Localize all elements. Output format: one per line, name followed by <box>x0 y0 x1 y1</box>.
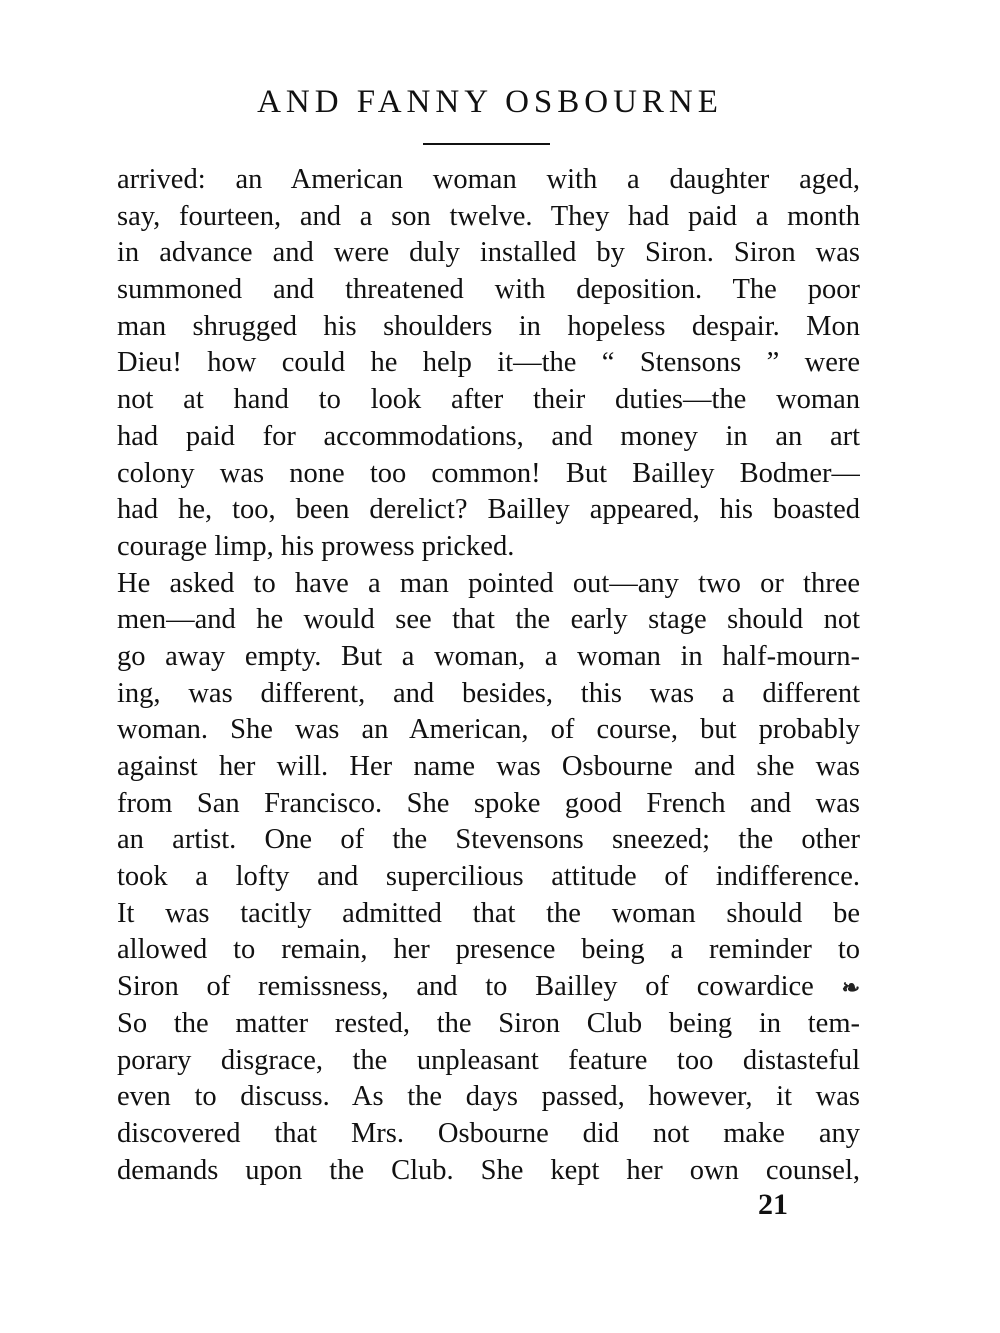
text-line: demands upon the Club. She kept her own counsel, <box>117 1154 860 1186</box>
text-line-with-ornament <box>117 969 860 1006</box>
text-line: from San Francisco. She spoke good French and was <box>117 787 860 819</box>
text-line: It was tacitly admitted that the woman should be <box>117 897 860 929</box>
text-line: summoned and threatened with deposition. The poor <box>117 274 860 306</box>
text-line: had he, too, been derelict? Bailley appeared, his boasted <box>117 494 860 526</box>
text-line: had paid for accommodations, and money in an art <box>117 420 860 452</box>
head-rule <box>423 143 550 145</box>
running-head: AND FANNY OSBOURNE <box>257 84 723 120</box>
text-line: in advance and were duly installed by Siron. Siron was <box>117 237 860 269</box>
text-line: say, fourteen, and a son twelve. They had paid a month <box>117 200 860 232</box>
text-line: woman. She was an American, of course, but probably <box>117 714 860 746</box>
text-line: go away empty. But a woman, a woman in half-mourn- <box>117 640 860 672</box>
text-line: porary disgrace, the unpleasant feature too distasteful <box>117 1044 860 1076</box>
body-text <box>117 162 860 1189</box>
text-line: even to discuss. As the days passed, however, it was <box>117 1081 860 1113</box>
text-line: against her will. Her name was Osbourne and she was <box>117 751 860 782</box>
text-line: arrived: an American woman with a daughter aged, <box>117 164 860 195</box>
fleuron-ornament-icon: ❧ <box>841 975 860 1001</box>
text-line: Dieu! how could he help it—the “ Stensons ” were <box>117 347 860 379</box>
text-line: took a lofty and supercilious attitude of indifference. <box>117 861 860 893</box>
text-line: not at hand to look after their duties—the woman <box>117 384 860 416</box>
text-line: an artist. One of the Stevensons sneezed; the other <box>117 824 860 856</box>
text-line: He asked to have a man pointed out—any two or three <box>117 567 860 599</box>
text-line-content: Siron of remissness, and to Bailley of cowardice <box>117 971 814 1003</box>
page-number: 21 <box>758 1188 788 1221</box>
text-line: ing, was different, and besides, this was a different <box>117 677 860 709</box>
text-line: man shrugged his shoulders in hopeless despair. Mon <box>117 310 860 342</box>
text-line: So the matter rested, the Siron Club being in tem- <box>117 1007 860 1039</box>
text-line: discovered that Mrs. Osbourne did not make any <box>117 1117 860 1149</box>
text-line: colony was none too common! But Bailley Bodmer— <box>117 457 860 489</box>
text-line: allowed to remain, her presence being a reminder to <box>117 934 860 966</box>
text-line: courage limp, his prowess pricked. <box>117 530 515 562</box>
text-line: men—and he would see that the early stage should not <box>117 604 860 636</box>
